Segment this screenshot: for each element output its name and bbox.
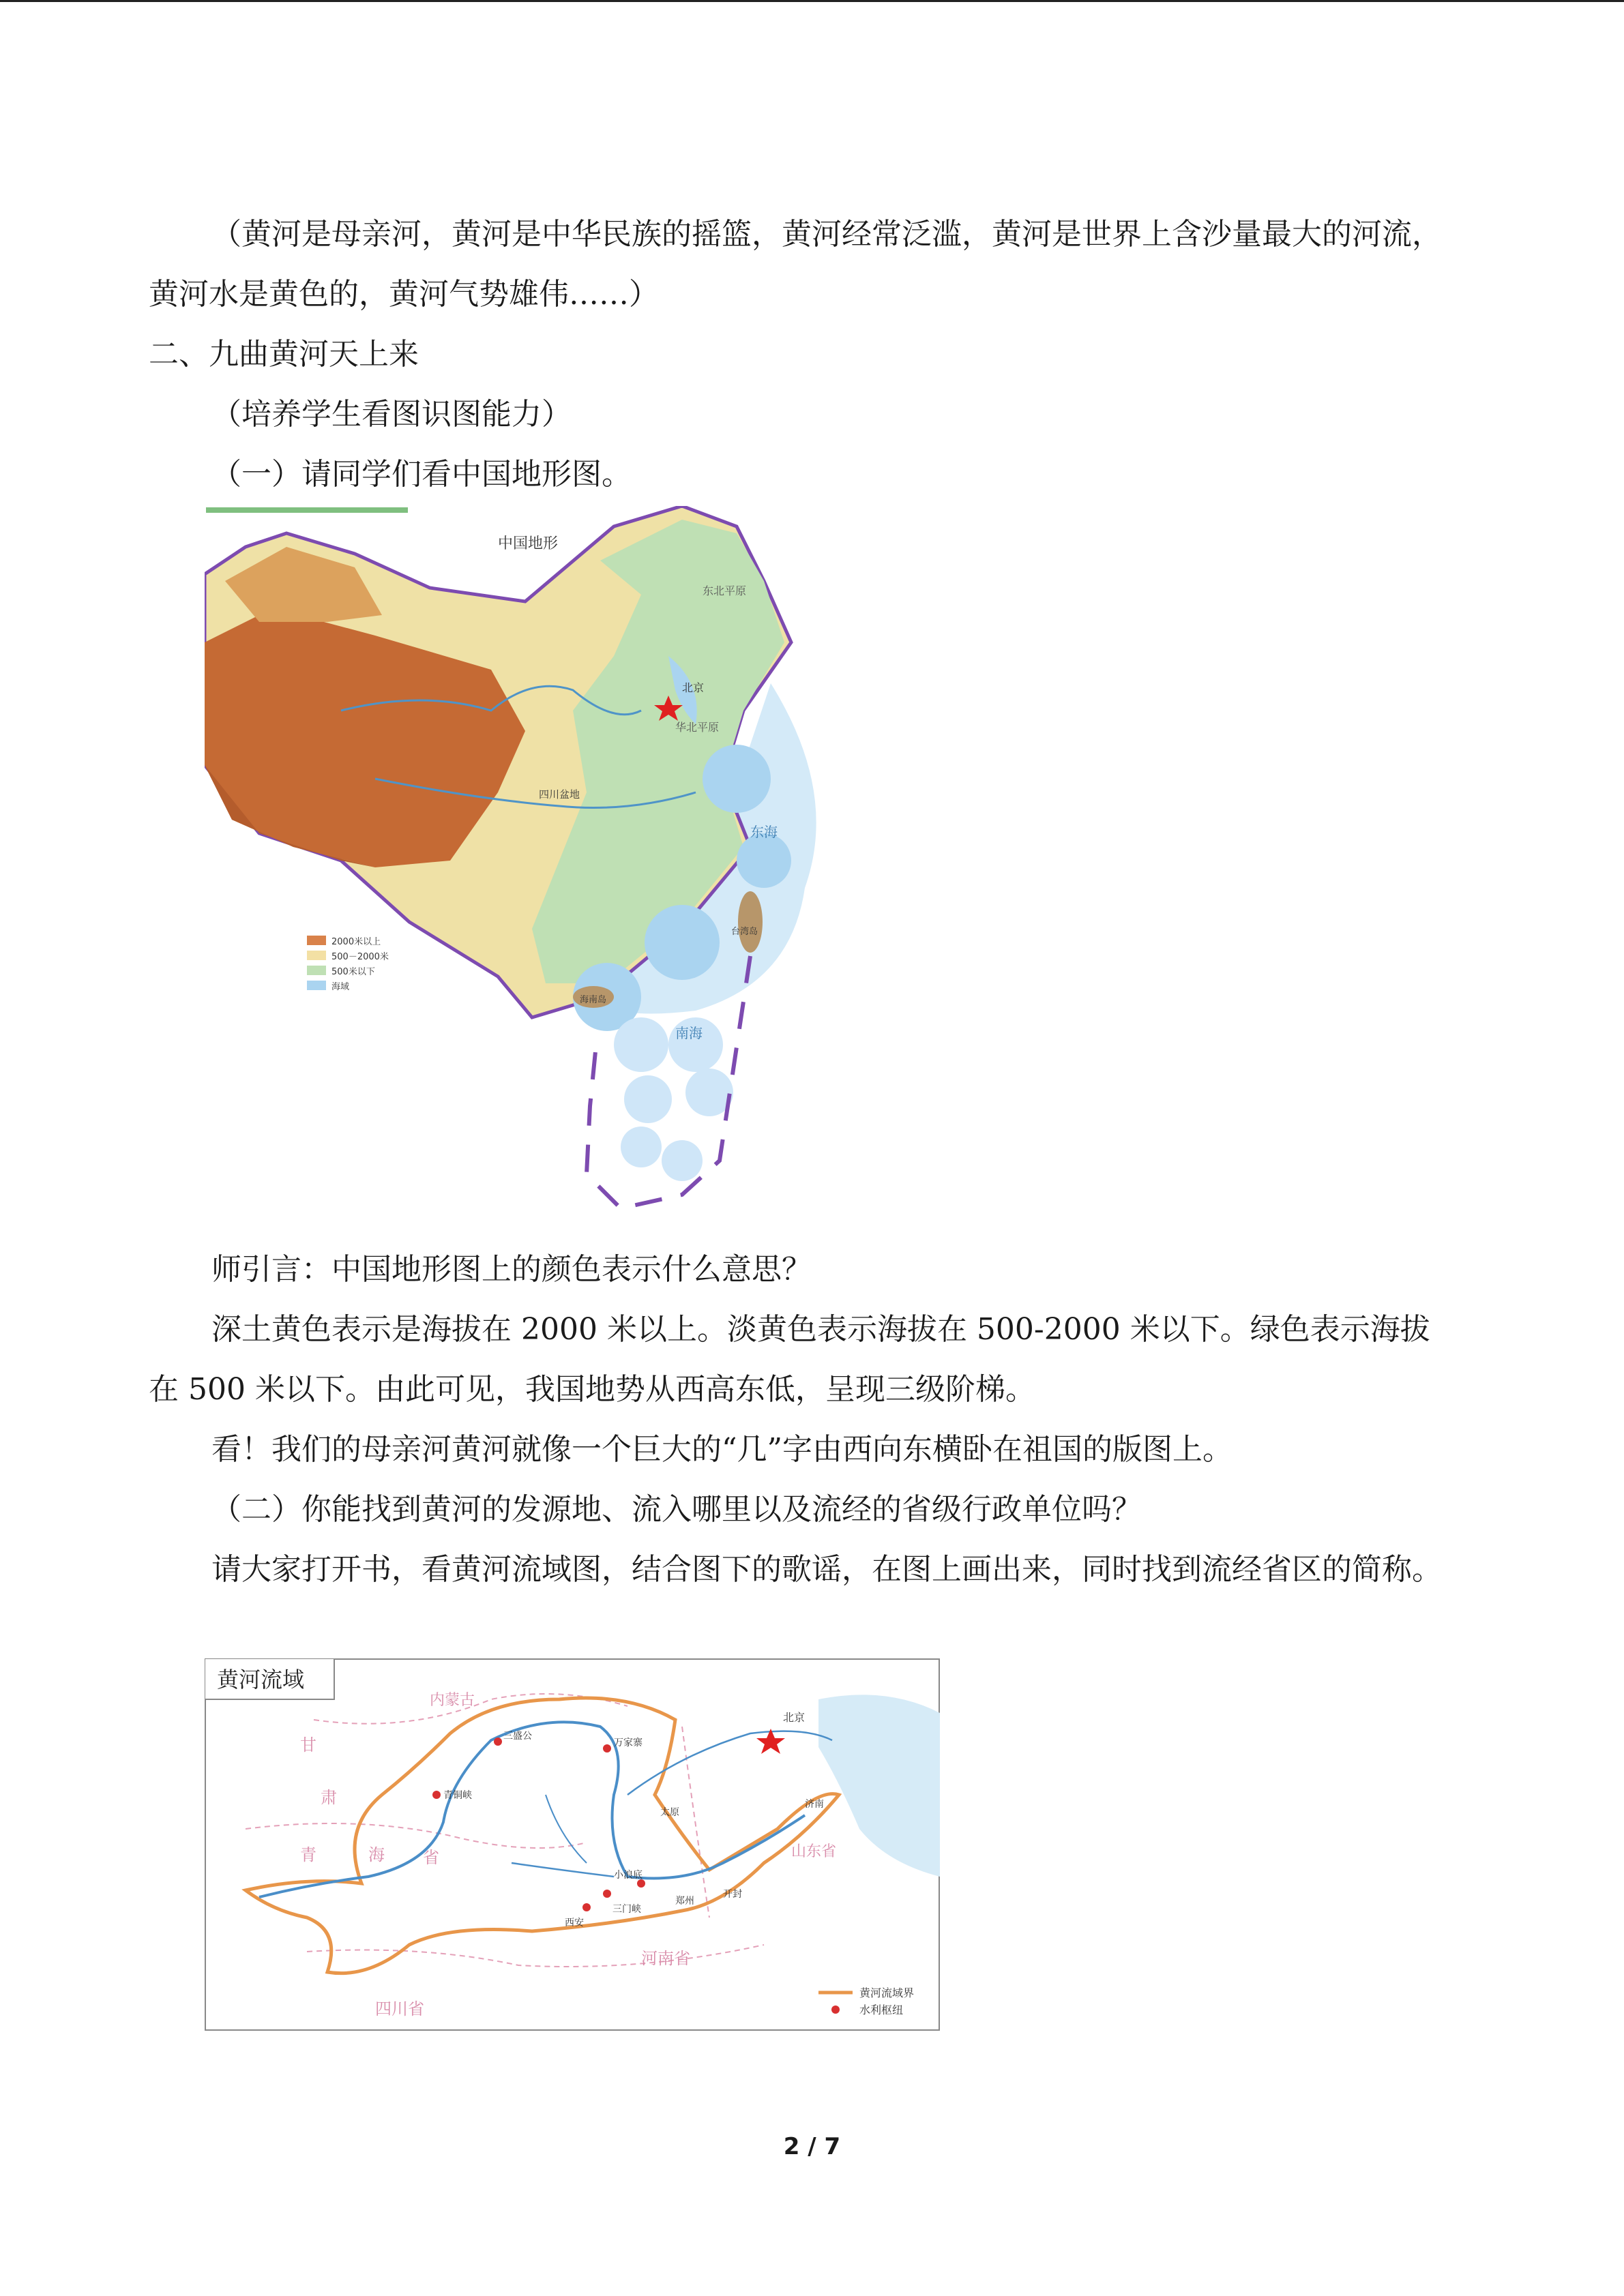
svg-text:黄河流域界: 黄河流域界 <box>859 1986 915 1999</box>
map1-label-huabei: 华北平原 <box>675 721 720 734</box>
map1-title: 中国地形 <box>498 535 559 552</box>
svg-text:500米以下: 500米以下 <box>331 967 375 977</box>
teacher-question: 师引言：中国地形图上的颜色表示什么意思？ <box>211 1252 812 1287</box>
map2-label-qing: 青 <box>300 1845 316 1864</box>
svg-text:500－2000米: 500－2000米 <box>331 952 389 962</box>
map1-label-nanhai: 南海 <box>675 1025 703 1041</box>
page-top-rule <box>0 0 1624 2</box>
map1-label-hainan: 海南岛 <box>580 995 607 1005</box>
taiwan-island <box>738 891 763 953</box>
map2-label-zhengzhou: 郑州 <box>675 1896 694 1907</box>
map2-label-kaifeng: 开封 <box>723 1889 742 1900</box>
map2-label-shandong: 山东省 <box>791 1843 837 1860</box>
map2-label-wanjiazhai: 万家寨 <box>614 1738 643 1748</box>
page-number: 2 / 7 <box>783 2133 841 2160</box>
map2-label-sanshenggong: 三盛公 <box>503 1731 532 1742</box>
map2-label-su: 肃 <box>321 1788 337 1807</box>
map2-label-gan: 甘 <box>300 1735 316 1755</box>
map2-label-xiaolangdi: 小浪底 <box>614 1870 643 1881</box>
map2-label-sheng: 省 <box>423 1848 439 1867</box>
map2-label-taiyuan: 太原 <box>660 1807 679 1818</box>
svg-text:水利枢纽: 水利枢纽 <box>859 2003 904 2016</box>
map2-label-hai: 海 <box>368 1845 385 1864</box>
intro-paragraph: （黄河是母亲河，黄河是中华民族的摇篮，黄河经常泛滥，黄河是世界上含沙量最大的河流，黄河水是黄色的，黄河气势雄伟……） <box>149 217 1442 312</box>
map1-label-sichuan-basin: 四川盆地 <box>539 788 580 801</box>
task-two: （二）你能找到黄河的发源地、流入哪里以及流经的省级行政单位吗？ <box>211 1492 1142 1527</box>
map1-label-taiwan: 台湾岛 <box>731 927 758 937</box>
map2-label-neimeng: 内蒙古 <box>430 1692 475 1709</box>
svg-text:海域: 海域 <box>331 982 350 992</box>
map-top-bar <box>206 507 408 513</box>
task-one: （一）请同学们看中国地形图。 <box>211 457 632 492</box>
color-explanation: 深土黄色表示是海拔在 2000 米以上。淡黄色表示海拔在 500-2000 米以下。绿色表示海拔在 500 米以下。由此可见，我国地势从西高东低，呈现三级阶梯。 <box>149 1312 1430 1407</box>
yellow-river-basin-map <box>205 1658 940 2031</box>
map2-label-xian: 西安 <box>565 1918 584 1928</box>
map2-label-qingtongxia: 青铜峡 <box>443 1790 472 1801</box>
instruction-paragraph: 请大家打开书，看黄河流域图，结合图下的歌谣，在图上画出来，同时找到流经省区的简称。 <box>211 1552 1442 1587</box>
map1-legend <box>307 936 389 992</box>
china-terrain-map <box>205 506 853 1215</box>
section-heading: 二、九曲黄河天上来 <box>149 337 419 372</box>
map2-label-sanmenxia: 三门峡 <box>612 1904 641 1915</box>
map1-label-beijing: 北京 <box>682 681 705 694</box>
yellow-river-shape: 看！我们的母亲河黄河就像一个巨大的“几”字由西向东横卧在祖国的版图上。 <box>211 1432 1232 1467</box>
map2-title: 黄河流域 <box>217 1667 305 1693</box>
map2-label-henan: 河南省 <box>641 1949 690 1968</box>
svg-text:2000米以上: 2000米以上 <box>331 937 381 947</box>
map1-label-dongbei: 东北平原 <box>703 584 747 597</box>
map1-label-donghai: 东海 <box>750 824 778 840</box>
teaching-goal: （培养学生看图识图能力） <box>211 397 572 432</box>
map2-label-jinan: 济南 <box>805 1799 824 1810</box>
map2-label-beijing: 北京 <box>783 1711 806 1724</box>
map2-label-sichuan: 四川省 <box>375 1999 424 2018</box>
